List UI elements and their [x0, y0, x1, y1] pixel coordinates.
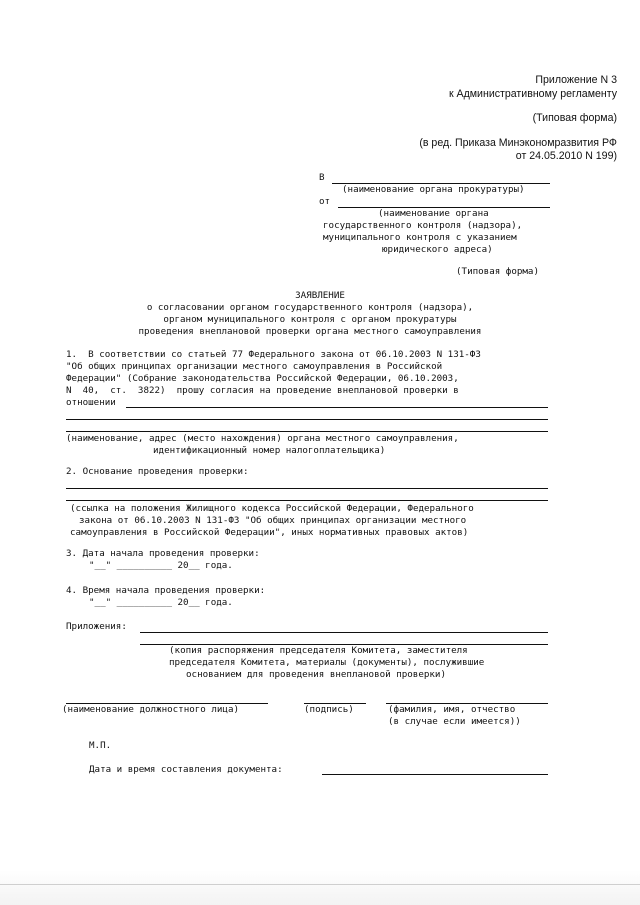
- section1-caption2: идентификационный номер налогоплательщика): [153, 445, 386, 456]
- attachments-caption1: (копия распоряжения председателя Комитета, заместителя: [169, 645, 468, 656]
- title-line1: о согласовании органом государственного контроля (надзора),: [146, 302, 474, 313]
- date-time-label: Дата и время составления документа:: [89, 764, 283, 775]
- name-caption-2: (в случае если имеется)): [388, 716, 521, 727]
- to-label: В: [319, 172, 325, 183]
- addressee-form-type: (Типовая форма): [456, 266, 539, 277]
- section4-label: 4. Время начала проведения проверки:: [66, 585, 266, 596]
- name-caption-1: (фамилия, имя, отчество: [388, 704, 516, 715]
- signature-caption: (подпись): [304, 704, 354, 715]
- edition-note-line2: от 24.05.2010 N 199): [515, 150, 617, 162]
- from-caption-1: (наименование органа: [378, 208, 489, 219]
- attachments-caption3: основанием для проведения внеплановой проверки): [186, 669, 446, 680]
- section1-line4: N 40, ст. 3822) прошу согласия на проведение внеплановой проверки в: [66, 385, 459, 396]
- section1-field-line1: [126, 407, 548, 408]
- appendix-number: Приложение N 3: [535, 74, 617, 86]
- from-label: от: [319, 196, 331, 207]
- attachments-caption2: председателя Комитета, материалы (документы), послужившие: [169, 657, 485, 668]
- section1-line5: отношении: [66, 397, 116, 408]
- from-caption-3: муниципального контроля с указанием: [323, 232, 517, 243]
- section2-field-line1: [66, 488, 548, 489]
- from-caption-2: государственного контроля (надзора),: [323, 220, 523, 231]
- position-caption: (наименование должностного лица): [62, 704, 240, 715]
- scan-bottom-edge: [0, 870, 640, 905]
- attachments-field-line1: [140, 632, 548, 633]
- section1-caption1: (наименование, адрес (место нахождения) органа местного самоуправления,: [66, 433, 459, 444]
- title-line2: органом муниципального контроля с органом прокуратуры: [163, 314, 457, 325]
- section4-date-field[interactable]: "__" __________ 20__ года.: [89, 597, 233, 608]
- stamp-placeholder: М.П.: [89, 740, 112, 751]
- section1-field-line3: [66, 431, 548, 432]
- section2-label: 2. Основание проведения проверки:: [66, 466, 249, 477]
- section1-field-line2: [66, 419, 548, 420]
- document-title: ЗАЯВЛЕНИЕ: [295, 290, 345, 301]
- header-form-type: (Типовая форма): [532, 112, 617, 124]
- title-line3: проведения внеплановой проверки органа местного самоуправления: [138, 326, 482, 337]
- section2-caption1: (ссылка на положения Жилищного кодекса Российской Федерации, Федерального: [70, 503, 474, 514]
- section1-line3: Федерации" (Собрание законодательства Российской Федерации, 06.10.2003,: [66, 373, 459, 384]
- section2-caption2: закона от 06.10.2003 N 131-ФЗ "Об общих принципах организации местного: [79, 515, 467, 526]
- edition-note-line1: (в ред. Приказа Минэкономразвития РФ: [419, 137, 617, 149]
- scan-edge-line: [0, 884, 640, 885]
- regulation-reference: к Административному регламенту: [448, 88, 617, 100]
- section2-field-line2: [66, 500, 548, 501]
- section3-date-field[interactable]: "__" __________ 20__ года.: [89, 560, 233, 571]
- from-caption-4: юридического адреса): [382, 244, 493, 255]
- date-time-field-line: [322, 774, 548, 775]
- section1-line1: 1. В соответствии со статьей 77 Федерального закона от 06.10.2003 N 131-ФЗ: [66, 349, 481, 360]
- attachments-label: Приложения:: [66, 621, 127, 632]
- to-caption: (наименование органа прокуратуры): [342, 184, 525, 195]
- section1-line2: "Об общих принципах организации местного самоуправления в Российской: [66, 361, 443, 372]
- section3-label: 3. Дата начала проведения проверки:: [66, 548, 260, 559]
- section2-caption3: самоуправления в Российской Федерации", иных нормативных правовых актов): [70, 527, 469, 538]
